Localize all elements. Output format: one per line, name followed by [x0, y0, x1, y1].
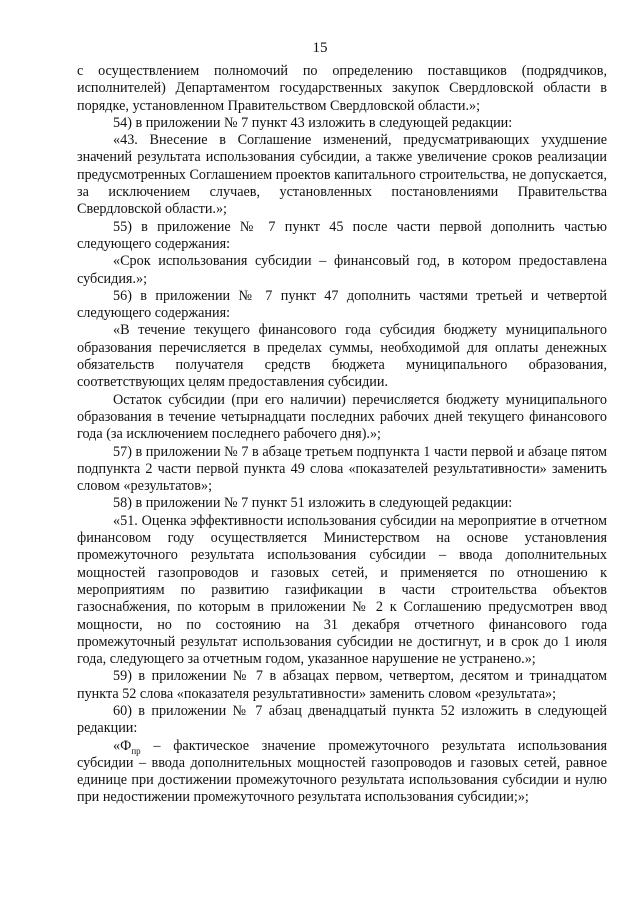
paragraph-quote-fpr [77, 738, 607, 807]
paragraph-item-54: 54) в приложении № 7 пункт 43 изложить в следующей редакции: [113, 114, 513, 131]
formula-symbol: «Ф [113, 737, 132, 754]
paragraph-quote-subsidy-term: «Срок использования субсидии – финансовый год, в котором предоставлена субсидия.»; [77, 253, 607, 287]
document-body [77, 63, 607, 807]
paragraph-item-58: 58) в приложении № 7 пункт 51 изложить в следующей редакции: [113, 495, 513, 512]
paragraph-item-59: 59) в приложении № 7 в абзацах первом, четвертом, десятом и тринадцатом пункта 52 слова «показателя результативности» заменить словом «результата»; [77, 668, 607, 702]
formula-subscript: пр [131, 745, 141, 756]
paragraph-quote-51: «51. Оценка эффективности использования субсидии на мероприятие в отчетном финансовом году осуществляется Министерством на основе установления промежуточного результата использования субсидии – ввода дополнительных мощностей газопроводов и газовых сетей, и применяется по отношению к мероприятиям по развитию газификации в части строительства объектов газоснабжения, по которым в приложении № 2 к Соглашению предусмотрен ввод мощности, но по состоянию на 31 декабря отчетного финансового года промежуточный результат использования субсидии не достигнут, и в срок до 1 июля года, следующего за отчетным годом, указанное нарушение не устранено.»; [77, 512, 607, 668]
formula-definition: – фактическое значение промежуточного результата использования субсидии – ввода дополнительных мощностей газопроводов и газовых сетей, равное единице при достижении промежуточного результата использования субсидии и нулю при недостижении промежуточного результата использования субсидии;»; [77, 737, 607, 806]
paragraph-quote-43: «43. Внесение в Соглашение изменений, предусматривающих ухудшение значений результата использования субсидии, а также увеличение сроков реализации предусмотренных Соглашением проектов капитального строительства, не допускается, за исключением случаев, установленных постановлениями Правительства Свердловской области.»; [77, 132, 607, 218]
page-number: 15 [312, 40, 328, 56]
paragraph-item-56: 56) в приложении № 7 пункт 47 дополнить частями третьей и четвертой следующего содержания: [77, 287, 607, 322]
paragraph-item-60: 60) в приложении № 7 абзац двенадцатый пункта 52 изложить в следующей редакции: [77, 702, 607, 737]
paragraph-continuation: с осуществлением полномочий по определению поставщиков (подрядчиков, исполнителей) Департаментом государственных закупок Свердловской области в порядке, установленном Правительством Свердловской области.»; [77, 63, 607, 114]
paragraph-item-57: 57) в приложении № 7 в абзаце третьем подпункта 1 части первой и абзаце пятом подпункта 2 части первой пункта 49 слова «показателей результативности» заменить словом «результатов»; [77, 443, 607, 495]
paragraph-quote-transfer: «В течение текущего финансового года субсидия бюджету муниципального образования перечисляется в пределах суммы, необходимой для оплаты денежных обязательств получателя средств бюджета муниципального образования, соответствующих целям предоставления субсидии. [77, 322, 607, 391]
paragraph-item-55: 55) в приложение № 7 пункт 45 после части первой дополнить частью следующего содержания: [77, 218, 607, 252]
paragraph-subsidy-balance: Остаток субсидии (при его наличии) перечисляется бюджету муниципального образования в течение четырнадцати последних рабочих дней текущего финансового года (за исключением последнего рабочего дня).»; [77, 391, 607, 443]
